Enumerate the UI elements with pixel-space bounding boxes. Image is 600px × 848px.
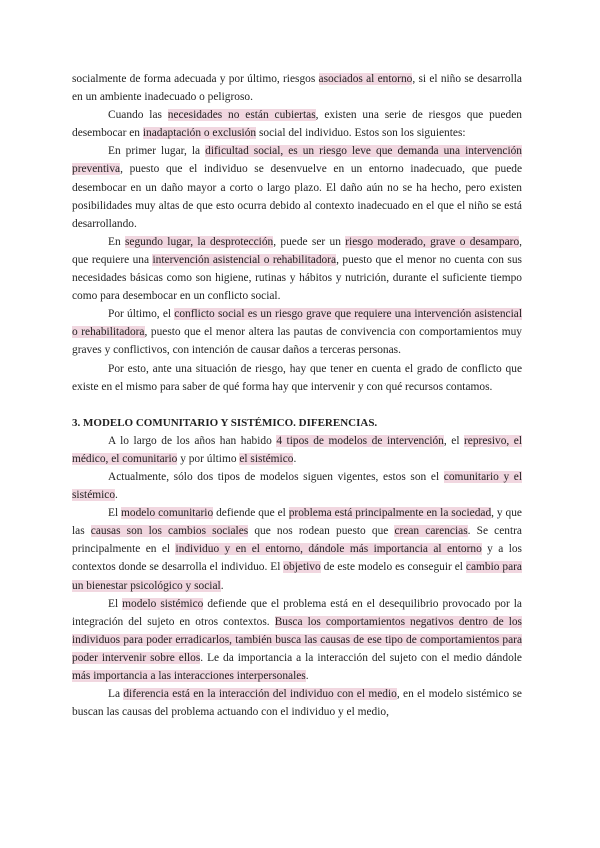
highlighted-text: necesidades no están cubiertas	[167, 109, 316, 122]
highlighted-text: represivo, el médico, el comunitario	[72, 434, 522, 465]
section-models	[72, 432, 522, 722]
highlighted-text: dificultad social, es un riesgo leve que demanda una intervención preventiva	[72, 145, 523, 176]
text-run: Por esto, ante una situación de riesgo, hay que tener en cuenta el grado de conflicto que existe en el mismo para saber de qué forma hay que intervenir y con qué recursos contamos.	[72, 362, 522, 393]
text-run: y por último	[177, 452, 240, 465]
text-run: .	[305, 670, 309, 682]
paragraph	[72, 233, 522, 305]
highlighted-text: cambio para un bienestar psicológico y social	[72, 561, 522, 592]
paragraph	[72, 305, 522, 359]
paragraph	[72, 70, 522, 106]
highlighted-text: crean carencias	[394, 525, 468, 538]
text-run: En	[108, 235, 125, 248]
paragraph	[72, 595, 522, 685]
text-run: A lo largo de los años han habido	[108, 434, 277, 447]
section-heading: 3. MODELO COMUNITARIO Y SISTÉMICO. DIFERENCIAS.	[72, 416, 378, 429]
text-run: .	[115, 489, 118, 502]
highlighted-text: riesgo moderado, grave o desamparo	[345, 235, 520, 248]
text-run: , en el modelo sistémico se buscan las causas del problema actuando con el individuo y el medio,	[72, 688, 522, 719]
text-run: defiende que el problema está en el desequilibrio provocado por la integración del sujeto en otros contextos.	[72, 597, 522, 628]
highlighted-text: segundo lugar, la desprotección	[124, 235, 274, 248]
text-run: La	[108, 688, 124, 701]
highlighted-text: conflicto social es un riesgo grave que requiere una intervención asistencial o rehabilitadora	[72, 308, 522, 339]
text-run: y a los contextos donde se desarrolla el individuo. El	[72, 543, 522, 574]
highlighted-text: el sistémico	[239, 452, 294, 465]
text-run: defiende que el	[213, 507, 289, 520]
paragraph	[72, 106, 522, 142]
text-run: , puesto que el menor altera las pautas de convivencia con comportamientos muy graves y conflictivos, con intención de causar daños a terceras personas.	[72, 326, 522, 357]
paragraph	[72, 504, 522, 594]
paragraph	[72, 685, 522, 721]
text-run: . Le da importancia a la interacción del sujeto con el medio dándole	[200, 651, 522, 664]
text-run: , puede ser un	[273, 235, 346, 248]
paragraph	[72, 432, 522, 468]
highlighted-text: asociados al entorno	[318, 73, 413, 85]
text-run: .	[293, 452, 297, 465]
text-run: Actualmente, sólo dos tipos de modelos siguen vigentes, estos son el	[108, 470, 444, 483]
text-run: social del individuo. Estos son los siguientes:	[256, 127, 466, 140]
text-run: El	[108, 507, 122, 520]
highlighted-text: intervención asistencial o rehabilitadora	[152, 253, 337, 266]
text-run: , si el niño se desarrolla en un ambiente inadecuado o peligroso.	[72, 73, 522, 104]
highlighted-text: problema está principalmente en la sociedad	[288, 507, 492, 520]
text-run: . Se centra principalmente en el	[72, 525, 522, 556]
highlighted-text: modelo sistémico	[122, 597, 204, 610]
highlighted-text: Busca los comportamientos negativos dentro de los individuos para poder erradicarlos, también busca las causas de ese tipo de comportamientos para poder intervenir sobre ellos	[72, 615, 522, 664]
highlighted-text: comunitario y el sistémico	[72, 470, 522, 502]
text-run: de este modelo es conseguir el	[320, 561, 466, 574]
highlighted-text: diferencia está en la interacción del individuo con el medio	[123, 688, 397, 701]
text-run: , puesto que el individuo se desenvuelve en un entorno inadecuado, que puede desembocar en un daño mayor a corto o largo plazo. El daño aún no se ha hecho, pero existen posibilidades muy altas de que esto ocurra debido al contexto inadecuado en el que el niño se está desarrollando.	[72, 163, 522, 230]
highlighted-text: modelo comunitario	[121, 507, 214, 520]
highlighted-text: inadaptación o exclusión	[142, 127, 257, 140]
highlighted-text: causas son los cambios sociales	[90, 525, 249, 538]
highlighted-text: objetivo	[283, 561, 321, 574]
text-run: El	[108, 597, 123, 610]
paragraph	[72, 468, 522, 504]
text-run: .	[220, 579, 224, 592]
text-run: , el	[443, 434, 465, 447]
text-run: , puesto que el menor no cuenta con sus necesidades básicas como son higiene, rutinas y hábitos y nutrición, durante el suficiente tiempo como para desembocar en un conflicto social.	[72, 253, 522, 303]
text-run: Cuando las	[108, 109, 168, 122]
text-run: , y que las	[72, 507, 522, 538]
section-risks	[72, 70, 522, 396]
highlighted-text: 4 tipos de modelos de intervención	[276, 434, 444, 447]
paragraph	[72, 142, 522, 232]
document-body	[72, 70, 522, 721]
text-run: Por último, el	[108, 308, 175, 321]
text-run: , existen una serie de riesgos que pueden desembocar en	[72, 109, 522, 140]
text-run: En primer lugar, la	[108, 145, 206, 158]
highlighted-text: individuo y en el entorno, dándole más importancia al entorno	[175, 543, 482, 556]
paragraph	[72, 360, 522, 396]
text-run: , que requiere una	[72, 235, 523, 266]
highlighted-text: más importancia a las interacciones interpersonales	[72, 670, 306, 682]
text-run: socialmente de forma adecuada y por último, riesgos	[72, 73, 319, 85]
text-run: que nos rodean puesto que	[248, 525, 395, 538]
